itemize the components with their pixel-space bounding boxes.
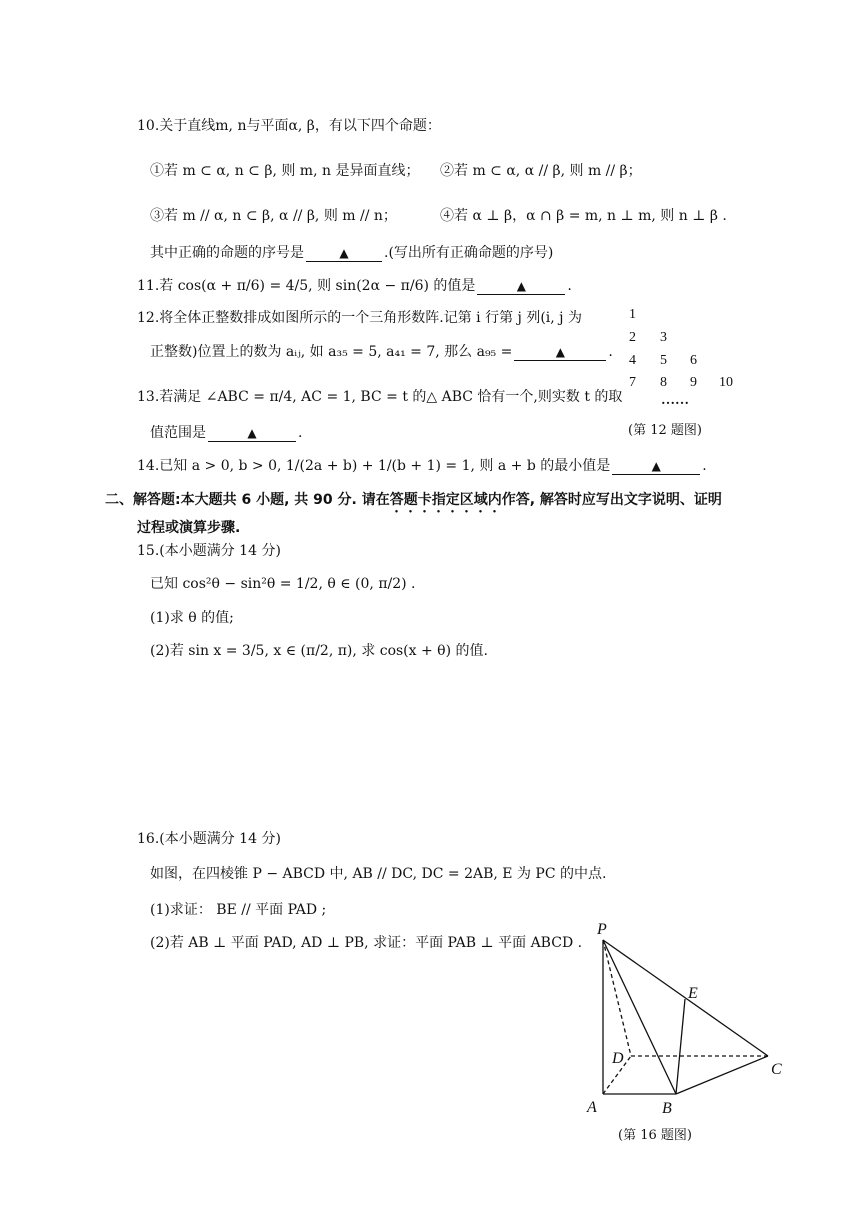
q10-answer-blank[interactable] xyxy=(306,245,382,262)
label-a: A xyxy=(587,1099,597,1116)
q15-part-1: (1)求 θ 的值; xyxy=(150,610,234,626)
q14-text: 14.已知 a > 0, b > 0, 1/(2a + b) + 1/(b + 1) = 1, 则 a + b 的最小值是 xyxy=(137,458,611,474)
triangle-number: 2 xyxy=(629,330,636,345)
section-2-heading: 二、解答题:本大题共 6 小题, 共 90 分. 请在答题卡指定区域内作答, 解答时应写出文字说明、证明 xyxy=(105,492,722,508)
label-d: D xyxy=(612,1050,624,1067)
blank-triangle-icon: ▲ xyxy=(247,426,257,440)
q16-heading: 16.(本小题满分 14 分) xyxy=(137,831,281,847)
q10-ask-post: .(写出所有正确命题的序号) xyxy=(384,245,554,261)
q16-given: 如图，在四棱锥 P − ABCD 中, AB // DC, DC = 2AB, E 为 PC 的中点. xyxy=(150,866,607,882)
triangle-number: 5 xyxy=(660,353,667,368)
edge-be xyxy=(676,999,685,1094)
q10-prop-4: ④若 α ⊥ β，α ∩ β = m, n ⊥ m, 则 n ⊥ β . xyxy=(440,208,727,224)
q14-answer-blank[interactable] xyxy=(612,458,700,475)
q12-text: 正整数)位置上的数为 aᵢⱼ, 如 a₃₅ = 5, a₄₁ = 7, 那么 a₉₅ = xyxy=(150,344,513,360)
q10-prop-1: ①若 m ⊂ α, n ⊂ β, 则 m, n 是异面直线； xyxy=(150,163,420,179)
q12-figure-caption: (第 12 题图) xyxy=(628,423,702,438)
q11-answer-blank[interactable] xyxy=(477,278,565,295)
q11-text: 11.若 cos(α + π/6) = 4/5, 则 sin(2α − π/6) 的值是 xyxy=(137,278,476,294)
q11-line: 11.若 cos(α + π/6) = 4/5, 则 sin(2α − π/6) 的值是 ▲ . xyxy=(137,278,572,294)
pyramid-figure xyxy=(570,912,800,1148)
edge-pc xyxy=(603,940,768,1056)
edge-pb xyxy=(603,940,676,1094)
q13-line-2: 值范围是 ▲ . xyxy=(150,425,303,441)
triangle-number: 3 xyxy=(660,330,667,345)
triangle-number: 8 xyxy=(660,375,667,390)
triangle-number: 9 xyxy=(690,375,697,390)
q16-part-1: (1)求证： BE // 平面 PAD ; xyxy=(150,902,327,918)
q10-ask-pre: 其中正确的命题的序号是 xyxy=(150,245,304,261)
triangle-number: 10 xyxy=(719,375,733,390)
label-e: E xyxy=(688,985,698,1002)
q16-part-2: (2)若 AB ⊥ 平面 PAD, AD ⊥ PB, 求证：平面 PAB ⊥ 平面 ABCD . xyxy=(150,935,583,951)
triangle-number: 7 xyxy=(629,375,636,390)
q13-line-1: 13.若满足 ∠ABC = π/4, AC = 1, BC = t 的△ ABC 恰有一个,则实数 t 的取 xyxy=(137,389,623,405)
dotted-emphasis: 答题卡指定区域内 xyxy=(389,492,502,508)
blank-triangle-icon: ▲ xyxy=(339,246,349,260)
label-b: B xyxy=(662,1100,672,1117)
triangle-number: 6 xyxy=(690,353,697,368)
q16-figure-caption: (第 16 题图) xyxy=(618,1128,692,1143)
edge-bc xyxy=(676,1056,768,1094)
triangle-number: 4 xyxy=(629,353,636,368)
q10-question xyxy=(150,243,553,263)
q15-given: 已知 cos²θ − sin²θ = 1/2, θ ∈ (0, π/2) . xyxy=(150,576,416,592)
blank-triangle-icon: ▲ xyxy=(651,459,661,473)
triangle-number: 1 xyxy=(629,307,636,322)
section-2-heading-line-2: 过程或演算步骤. xyxy=(137,520,241,536)
q13-answer-blank[interactable] xyxy=(208,425,296,442)
q10-prop-2: ②若 m ⊂ α, α // β, 则 m // β； xyxy=(440,163,642,179)
label-c: C xyxy=(771,1061,782,1078)
blank-triangle-icon: ▲ xyxy=(555,345,565,359)
q14-line: 14.已知 a > 0, b > 0, 1/(2a + b) + 1/(b + 1) = 1, 则 a + b 的最小值是 ▲ . xyxy=(137,458,707,474)
q15-heading: 15.(本小题满分 14 分) xyxy=(137,543,281,559)
label-p: P xyxy=(597,921,607,938)
q12-answer-blank[interactable] xyxy=(514,344,606,361)
q10-stem: 10.关于直线m, n与平面α, β，有以下四个命题： xyxy=(137,118,441,134)
q10-prop-3: ③若 m // α, n ⊂ β, α // β, 则 m // n； xyxy=(150,208,397,224)
q15-part-2: (2)若 sin x = 3/5, x ∈ (π/2, π), 求 cos(x + θ) 的值. xyxy=(150,643,488,659)
blank-triangle-icon: ▲ xyxy=(516,279,526,293)
triangle-ellipsis: …… xyxy=(661,393,689,408)
q12-line-1: 12.将全体正整数排成如图所示的一个三角形数阵.记第 i 行第 j 列(i, j 为 xyxy=(137,310,582,326)
q12-line-2: 正整数)位置上的数为 aᵢⱼ, 如 a₃₅ = 5, a₄₁ = 7, 那么 a₉₅ = ▲ . xyxy=(150,344,613,360)
